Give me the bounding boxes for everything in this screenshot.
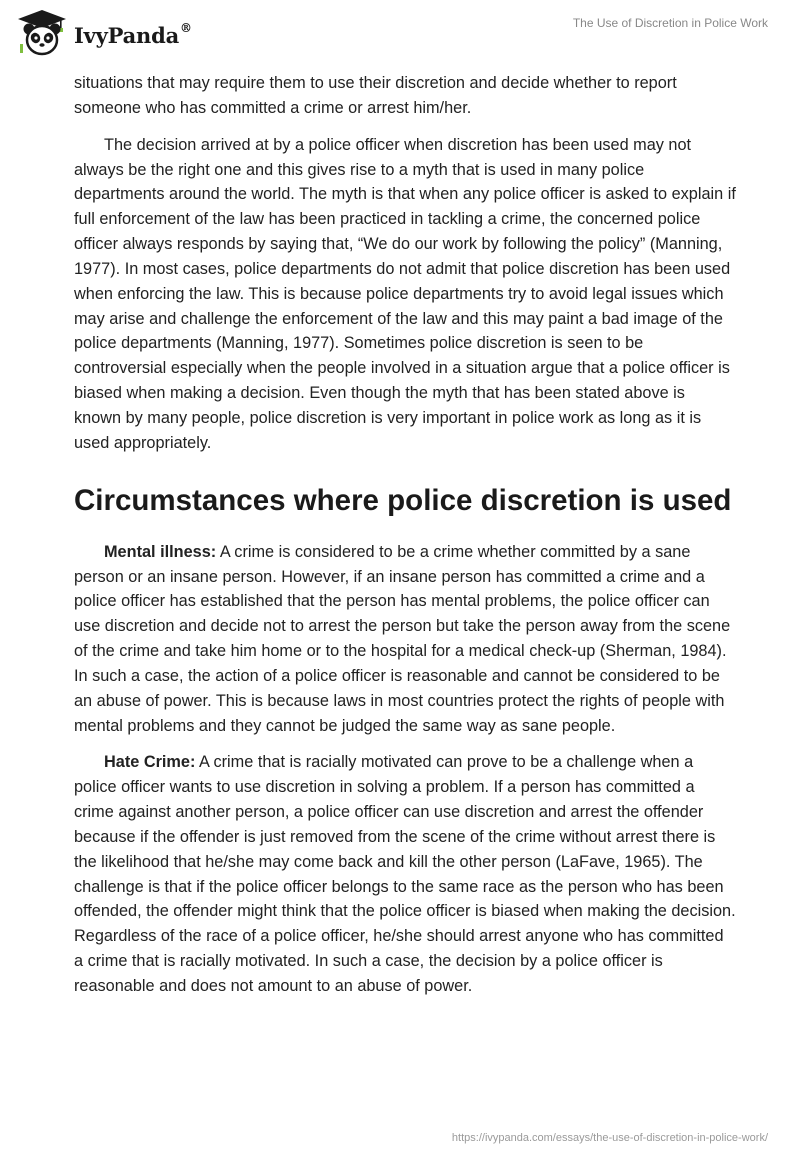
paragraph-label: Mental illness: (104, 542, 217, 561)
section-heading: Circumstances where police discretion is used (74, 483, 732, 517)
paragraph-text: A crime that is racially motivated can prove to be a challenge when a police officer wants to use discretion in solving a problem. If a person has committed a crime against another person, a police officer can use discretion and arrest the offender because if the offender is just removed from the scene of the crime without arrest there is the likelihood that he/she may come back and kill the other person (LaFave, 1965). The challenge is that if the police officer belongs to the same race as the person who has been offended, the offender might think that the police officer is biased when making the decision. Regardless of the race of a police officer, he/she should arrest anyone who has committed a crime that is racially motivated. In such a case, the decision by a police officer is reasonable and does not amount to an abuse of power. (74, 753, 736, 995)
page-header (0, 0, 800, 70)
brand-logo[interactable] (14, 8, 192, 58)
paragraph-text: A crime is considered to be a crime whether committed by a sane person or an insane person. However, if an insane person has committed a crime and a police officer has established that the person has mental problems, the police officer can use discretion and decide not to arrest the person but take the person away from the scene of the crime and take him home or to the hospital for a medical check-up (Sherman, 1984). In such a case, the action of a police officer is reasonable and cannot be considered to be an abuse of power. This is because laws in most countries protect the rights of people with mental problems and they cannot be judged the same way as sane people. (74, 542, 731, 735)
document-title: The Use of Discretion in Police Work (572, 16, 768, 30)
article-body (74, 71, 736, 1011)
paragraph-myth: The decision arrived at by a police officer when discretion has been used may not always be the right one and this gives rise to a myth that is used in many police departments around the world. The myth is that when any police officer is asked to explain if full enforcement of the law has been practiced in tackling a crime, the concerned police officer always responds by saying that, “We do our work by following the policy” (Manning, 1977). In most cases, police departments do not admit that police discretion has been used when enforcing the law. This is because police departments try to avoid legal issues which may arise and challenge the enforcement of the law and this may paint a bad image of the police departments (Manning, 1977). Sometimes police discretion is seen to be controversial especially when the people involved in a situation argue that a police officer is biased when making a decision. Even though the myth that has been stated above is known by many people, police discretion is very important in police work as long as it is used appropriately. (74, 135, 736, 452)
brand-name: IvyPanda® (74, 20, 192, 48)
paragraph-continuation: situations that may require them to use their discretion and decide whether to report someone who has committed a crime or arrest him/her. (74, 74, 677, 117)
paragraph-mental-illness (74, 540, 736, 739)
source-url[interactable]: https://ivypanda.com/essays/the-use-of-discretion-in-police-work/ (451, 1132, 768, 1144)
panda-graduation-cap-icon (14, 8, 70, 58)
registered-mark: ® (180, 20, 192, 35)
paragraph-label: Hate Crime: (104, 753, 196, 772)
paragraph-hate-crime (74, 750, 736, 998)
